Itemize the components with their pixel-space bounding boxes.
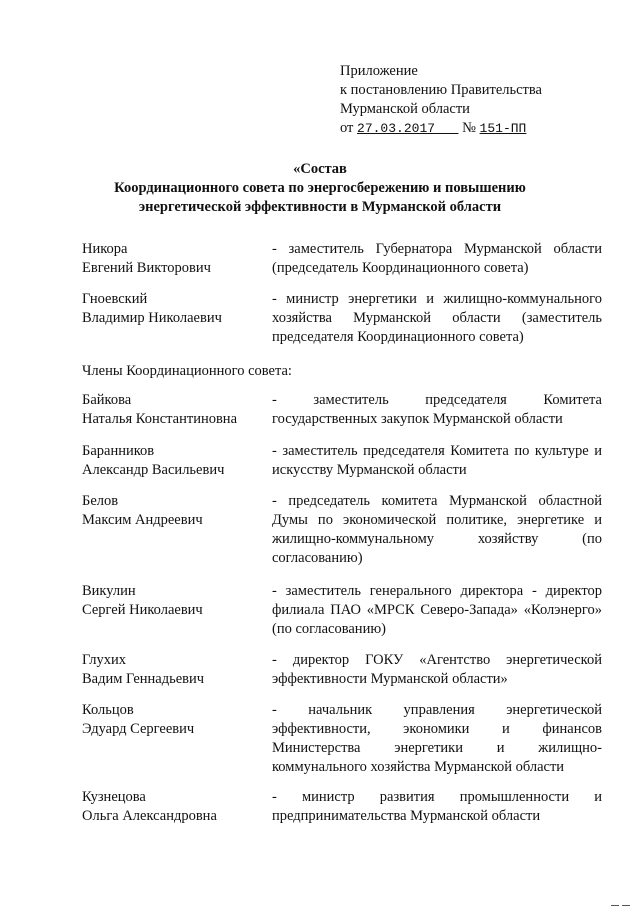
title-line-3: энергетической эффективности в Мурманской области (138, 199, 502, 215)
person-name (82, 290, 267, 328)
person-surname: Белов (82, 493, 119, 509)
person-role: - директор ГОКУ «Агентство энергетической эффективности Мурманской области» (272, 652, 602, 687)
person-role: - заместитель председателя Комитета государственных закупок Мурманской области (272, 392, 602, 427)
person-name (82, 701, 267, 739)
person-role: - министр энергетики и жилищно-коммунального хозяйства Мурманской области (заместитель председателя Координационного совета) (272, 291, 602, 345)
title-line-1: «Состав (293, 161, 347, 177)
person-surname: Викулин (82, 583, 136, 599)
person-surname: Никора (82, 241, 128, 257)
person-given-name: Ольга Александровна (82, 808, 217, 824)
appendix-header (340, 62, 542, 138)
scan-edge-mark (608, 893, 634, 895)
person-surname: Кузнецова (82, 789, 146, 805)
person-given-name: Максим Андреевич (82, 512, 203, 528)
document-title (40, 160, 600, 217)
title-line-2: Координационного совета по энергосбережению и повышению (114, 180, 526, 196)
person-role: - заместитель генерального директора - директор филиала ПАО «МРСК Северо-Запада» «Колэнерго» (по согласованию) (272, 583, 602, 637)
appendix-line-1: Приложение (340, 63, 418, 79)
date-prefix: от (340, 120, 354, 136)
person-given-name: Наталья Константиновна (82, 411, 238, 427)
person-name (82, 651, 267, 689)
person-given-name: Вадим Геннадьевич (82, 671, 205, 687)
person-name (82, 442, 267, 480)
appendix-line-3: Мурманской области (340, 101, 470, 117)
person-name (82, 582, 267, 620)
person-surname: Байкова (82, 392, 132, 408)
person-role: - председатель комитета Мурманской областной Думы по экономической политике, энергетике и жилищно-коммунальному хозяйству (по согласованию) (272, 493, 602, 566)
person-name (82, 391, 267, 429)
person-given-name: Евгений Викторович (82, 260, 211, 276)
person-surname: Глухих (82, 652, 127, 668)
person-role: - начальник управления энергетической эффективности, экономики и финансов Министерства энергетики и жилищно-коммунального хозяйства Мурманской области (272, 702, 602, 775)
appendix-date-line (340, 119, 542, 138)
resolution-date: 27.03.2017 (357, 121, 436, 136)
appendix-line-2: к постановлению Правительства (340, 82, 542, 98)
person-role: - министр развития промышленности и предпринимательства Мурманской области (272, 789, 602, 824)
person-surname: Гноевский (82, 291, 148, 307)
person-surname: Баранников (82, 443, 155, 459)
members-heading: Члены Координационного совета: (82, 363, 292, 379)
person-name (82, 240, 267, 278)
resolution-number: 151-ПП (479, 121, 527, 136)
person-name (82, 788, 267, 826)
person-given-name: Сергей Николаевич (82, 602, 203, 618)
person-name (82, 492, 267, 530)
person-role: - заместитель Губернатора Мурманской области (председатель Координационного совета) (272, 241, 602, 276)
person-given-name: Владимир Николаевич (82, 310, 222, 326)
person-given-name: Александр Васильевич (82, 462, 225, 478)
number-sign: № (462, 120, 476, 136)
person-role: - заместитель председателя Комитета по культуре и искусству Мурманской области (272, 443, 602, 478)
person-surname: Кольцов (82, 702, 134, 718)
person-given-name: Эдуард Сергеевич (82, 721, 195, 737)
